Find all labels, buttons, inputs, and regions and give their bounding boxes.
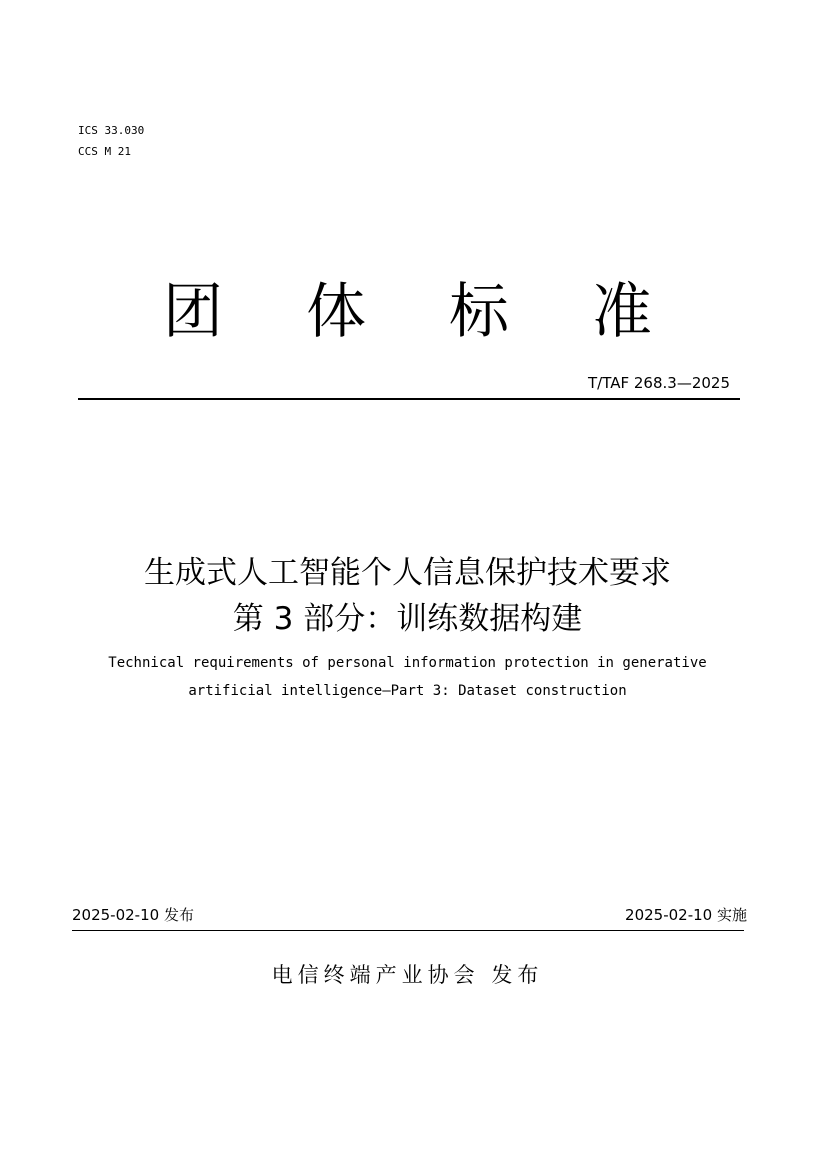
standard-type-char: 准	[592, 277, 652, 347]
publish-date: 2025-02-10 发布	[72, 906, 194, 924]
bottom-divider	[72, 930, 744, 931]
standard-type-char: 体	[306, 277, 366, 347]
english-title-line-1: Technical requirements of personal information protection in generative	[108, 655, 707, 671]
standard-number: T/TAF 268.3—2025	[588, 374, 730, 392]
standard-type-char: 标	[449, 277, 509, 347]
top-divider	[78, 398, 740, 400]
chinese-title-line-1: 生成式人工智能个人信息保护技术要求	[144, 555, 671, 591]
ics-code: ICS 33.030	[78, 124, 145, 137]
ccs-code: CCS M 21	[78, 145, 131, 158]
standard-type-char: 团	[163, 277, 223, 347]
standard-type-heading	[0, 272, 815, 352]
publisher: 电信终端产业协会 发布	[271, 963, 544, 987]
chinese-title-line-2: 第 3 部分：训练数据构建	[232, 601, 583, 637]
implementation-date: 2025-02-10 实施	[625, 906, 747, 924]
english-title-line-2: artificial intelligence—Part 3: Dataset construction	[188, 683, 627, 699]
